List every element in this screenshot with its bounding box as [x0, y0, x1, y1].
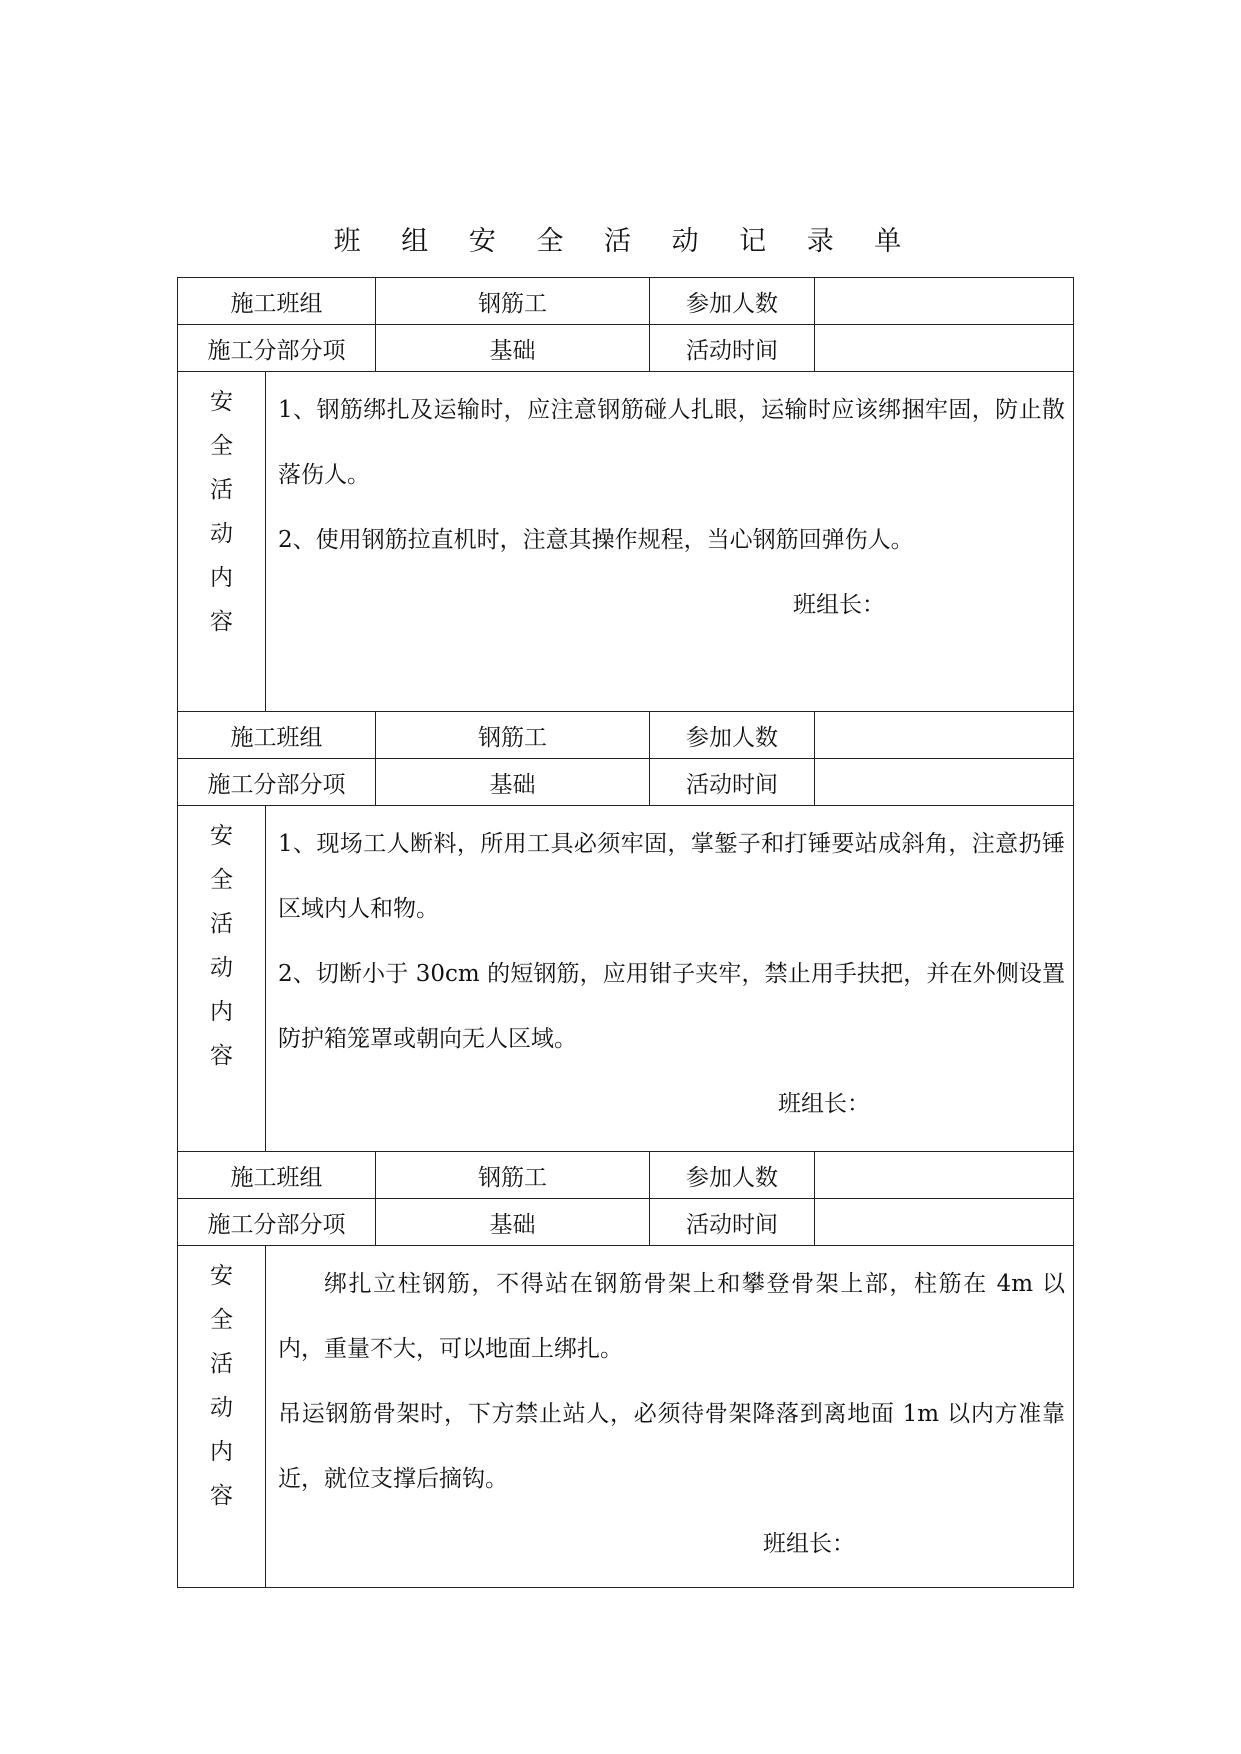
section-2-subitem-row — [178, 759, 1074, 806]
section-2-team-row — [178, 712, 1074, 759]
participants-label: 参加人数 — [650, 1152, 815, 1199]
activity-content-label — [178, 806, 266, 1152]
content-paragraph: 绑扎立柱钢筋，不得站在钢筋骨架上和攀登骨架上部，柱筋在 4m 以内，重量不大，可以地面上绑扎。 — [278, 1271, 1065, 1362]
document-title: 班 组 安 全 活 动 记 录 单 — [333, 226, 918, 257]
label-char: 动 — [210, 955, 233, 981]
label-char: 活 — [210, 477, 233, 503]
label-char: 内 — [210, 999, 233, 1025]
activity-time-label: 活动时间 — [650, 325, 815, 372]
activity-content — [266, 806, 1074, 1152]
section-1-team-row — [178, 278, 1074, 325]
section-3-content-row — [178, 1246, 1074, 1588]
team-label: 施工班组 — [178, 712, 376, 759]
activity-time-value — [815, 1199, 1074, 1246]
activity-time-value — [815, 759, 1074, 806]
activity-content-label — [178, 372, 266, 712]
team-value: 钢筋工 — [376, 278, 650, 325]
team-leader-signature: 班组长： — [763, 1531, 855, 1557]
label-char: 安 — [210, 823, 233, 849]
subitem-label: 施工分部分项 — [178, 325, 376, 372]
label-char: 全 — [210, 867, 233, 893]
activity-content — [266, 1246, 1074, 1588]
label-char: 容 — [210, 1043, 233, 1069]
content-paragraph: 1、现场工人断料，所用工具必须牢固，掌錾子和打锤要站成斜角，注意扔锤区域内人和物。 — [278, 831, 1065, 922]
content-paragraph: 2、切断小于 30cm 的短钢筋，应用钳子夹牢，禁止用手扶把，并在外侧设置防护箱笼罩或朝向无人区域。 — [278, 961, 1065, 1052]
participants-label: 参加人数 — [650, 712, 815, 759]
section-1-subitem-row — [178, 325, 1074, 372]
label-char: 活 — [210, 911, 233, 937]
label-char: 全 — [210, 433, 233, 459]
activity-time-value — [815, 325, 1074, 372]
label-char: 活 — [210, 1351, 233, 1377]
participants-value — [815, 1152, 1074, 1199]
content-paragraph: 1、钢筋绑扎及运输时，应注意钢筋碰人扎眼，运输时应该绑捆牢固，防止散落伤人。 — [278, 397, 1065, 488]
subitem-label: 施工分部分项 — [178, 759, 376, 806]
activity-time-label: 活动时间 — [650, 1199, 815, 1246]
label-char: 内 — [210, 565, 233, 591]
section-3-team-row — [178, 1152, 1074, 1199]
label-char: 安 — [210, 1263, 233, 1289]
subitem-value: 基础 — [376, 759, 650, 806]
label-char: 容 — [210, 609, 233, 635]
subitem-value: 基础 — [376, 325, 650, 372]
label-char: 内 — [210, 1439, 233, 1465]
label-char: 动 — [210, 1395, 233, 1421]
activity-content — [266, 372, 1074, 712]
label-char: 动 — [210, 521, 233, 547]
participants-value — [815, 278, 1074, 325]
section-3-subitem-row — [178, 1199, 1074, 1246]
team-label: 施工班组 — [178, 1152, 376, 1199]
participants-label: 参加人数 — [650, 278, 815, 325]
label-char: 全 — [210, 1307, 233, 1333]
section-2-content-row — [178, 806, 1074, 1152]
content-paragraph: 2、使用钢筋拉直机时，注意其操作规程，当心钢筋回弹伤人。 — [278, 527, 914, 553]
subitem-value: 基础 — [376, 1199, 650, 1246]
participants-value — [815, 712, 1074, 759]
label-char: 容 — [210, 1483, 233, 1509]
section-1-content-row — [178, 372, 1074, 712]
team-leader-signature: 班组长： — [793, 592, 885, 618]
label-char: 安 — [210, 389, 233, 415]
team-value: 钢筋工 — [376, 1152, 650, 1199]
content-paragraph: 吊运钢筋骨架时，下方禁止站人，必须待骨架降落到离地面 1m 以内方准靠近，就位支撑后摘钩。 — [278, 1401, 1065, 1492]
activity-content-label — [178, 1246, 266, 1588]
team-value: 钢筋工 — [376, 712, 650, 759]
subitem-label: 施工分部分项 — [178, 1199, 376, 1246]
team-label: 施工班组 — [178, 278, 376, 325]
safety-activity-record-table — [177, 277, 1074, 1588]
activity-time-label: 活动时间 — [650, 759, 815, 806]
team-leader-signature: 班组长： — [778, 1091, 870, 1117]
